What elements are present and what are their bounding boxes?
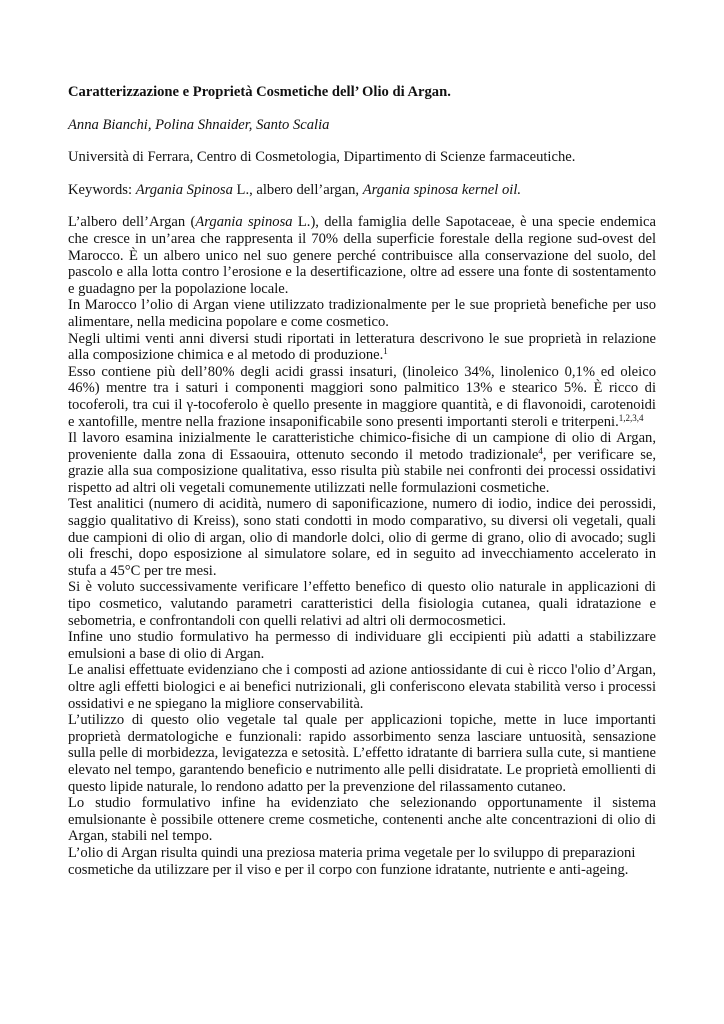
paragraph-11: Lo studio formulativo infine ha evidenziato che selezionando opportunamente il sistema emulsionante è possibile ottenere creme cosmetiche, contenenti anche alte concentrazioni di olio di Argan, stabili nel tempo. [68, 795, 656, 845]
author-list: Anna Bianchi, Polina Shnaider, Santo Scalia [68, 116, 330, 133]
paragraph-1-text-a: L’albero dell’Argan ( [68, 214, 196, 231]
paragraph-2: In Marocco l’olio di Argan viene utilizzato tradizionalmente per le sue proprietà benefiche per uso alimentare, nella medicina popolare e come cosmetico. [68, 297, 656, 330]
paragraph-1-species-name: Argania spinosa [195, 214, 293, 231]
paragraph-3-text: Negli ultimi venti anni diversi studi riportati in letteratura descrivono le sue proprietà in relazione alla composizione chimica e al metodo di produzione. [68, 330, 656, 364]
paragraph-6: Test analitici (numero di acidità, numero di saponificazione, numero di iodio, indice dei perossidi, saggio qualitativo di Kreiss), sono stati condotti in modo comparativo, su diversi oli vegetali, quali due campioni di olio di argan, olio di mandorle dolci, olio di germe di grano, olio di avocado; sugli oli freschi, dopo esposizione al simulatore solare, ed in seguito ad invecchiamento accelerato in stufa a 45°C per tre mesi. [68, 496, 656, 579]
paragraph-12: L’olio di Argan risulta quindi una preziosa materia prima vegetale per lo sviluppo di preparazioni cosmetiche da utilizzare per il viso e per il corpo con funzione idratante, nutriente e anti-ageing. [68, 844, 636, 878]
abstract-body [68, 214, 656, 878]
keyword-list-middle: L., albero dell’argan, [232, 181, 363, 198]
keywords-label: Keywords: [68, 181, 136, 198]
keywords-line [68, 182, 656, 199]
affiliation: Università di Ferrara, Centro di Cosmetologia, Dipartimento di Scienze farmaceutiche. [68, 149, 576, 166]
paragraph-1 [68, 214, 656, 297]
paragraph-10: L’utilizzo di questo olio vegetale tal quale per applicazioni topiche, mette in luce importanti proprietà dermatologiche e funzionali: rapido assorbimento senza lasciare untuosità, sensazione sulla pelle di morbidezza, levigatezza e setosità. L’effetto idratante di barriera sulla cute, si mantiene elevato nel tempo, garantendo beneficio e nutrimento alle pelli disidratate. Le proprietà emollienti di questo lipide naturale, lo rendono adatto per la prevenzione del rilassamento cutaneo. [68, 712, 656, 795]
paragraph-4 [68, 364, 656, 430]
paragraph-8: Infine uno studio formulativo ha permesso di individuare gli eccipienti più adatti a stabilizzare emulsioni a base di olio di Argan. [68, 629, 656, 662]
paragraph-3 [68, 331, 656, 364]
paragraph-5 [68, 430, 656, 496]
footnote-ref: 1,2,3,4 [618, 412, 644, 423]
paragraph-1-text-b: L.), della famiglia delle Sapotaceae, è una specie endemica che cresce in un’area che rappresenta il 70% della superficie forestale della regione sud-ovest del Marocco. È un albero unico nel suo genere perché contribuisce alla conservazione del suolo, del pascolo e alla lotta contro l’erosione e la desertificazione, oltre ad essere una fonte di sostentamento e guadagno per la popolazione locale. [68, 214, 656, 297]
keyword-kernel-oil: Argania spinosa kernel oil. [362, 181, 522, 198]
paragraph-7: Si è voluto successivamente verificare l’effetto benefico di questo olio naturale in applicazioni di tipo cosmetico, valutando parametri caratteristici della fisiologia cutanea, quali idratazione e sebometria, e confrontandoli con quelli relativi ad altri oli dermocosmetici. [68, 579, 656, 629]
paragraph-5-text-b: , per verificare se, grazie alla sua composizione qualitativa, esso risulta più stabile nei confronti dei processi ossidativi rispetto ad altri oli vegetali comunemente utilizzati nelle formulazioni cosmetiche. [68, 446, 656, 496]
paragraph-4-text: Esso contiene più dell’80% degli acidi grassi insaturi, (linoleico 34%, linolenico 0,1% ed oleico 46%) mentre tra i saturi i componenti maggiori sono palmitico 13% e stearico 5%. È ricco di tocoferoli, tra cui il γ-tocoferolo è quello presente in maggiore quantità, e di flavonoidi, carotenoidi e xantofille, mentre nella frazione insaponificabile sono presenti importanti steroli e triterpeni. [68, 363, 656, 430]
keyword-argania-spinosa: Argania Spinosa [135, 181, 233, 198]
paragraph-5-text-a: Il lavoro esamina inizialmente le caratteristiche chimico-fisiche di un campione di olio di Argan, proveniente dalla zona di Essaouira, ottenuto secondo il metodo tradizionale [68, 430, 656, 463]
footnote-ref: 1 [383, 346, 388, 357]
document-page [68, 84, 656, 878]
paragraph-9: Le analisi effettuate evidenziano che i composti ad azione antiossidante di cui è ricco l'olio d’Argan, oltre agli effetti biologici e ai benefici nutrizionali, gli conferiscono elevata stabilità verso i processi ossidativi e ne spiegano la migliore conservabilità. [68, 662, 656, 712]
paper-title: Caratterizzazione e Proprietà Cosmetiche dell’ Olio di Argan. [68, 84, 451, 100]
footnote-ref: 4 [538, 445, 543, 456]
